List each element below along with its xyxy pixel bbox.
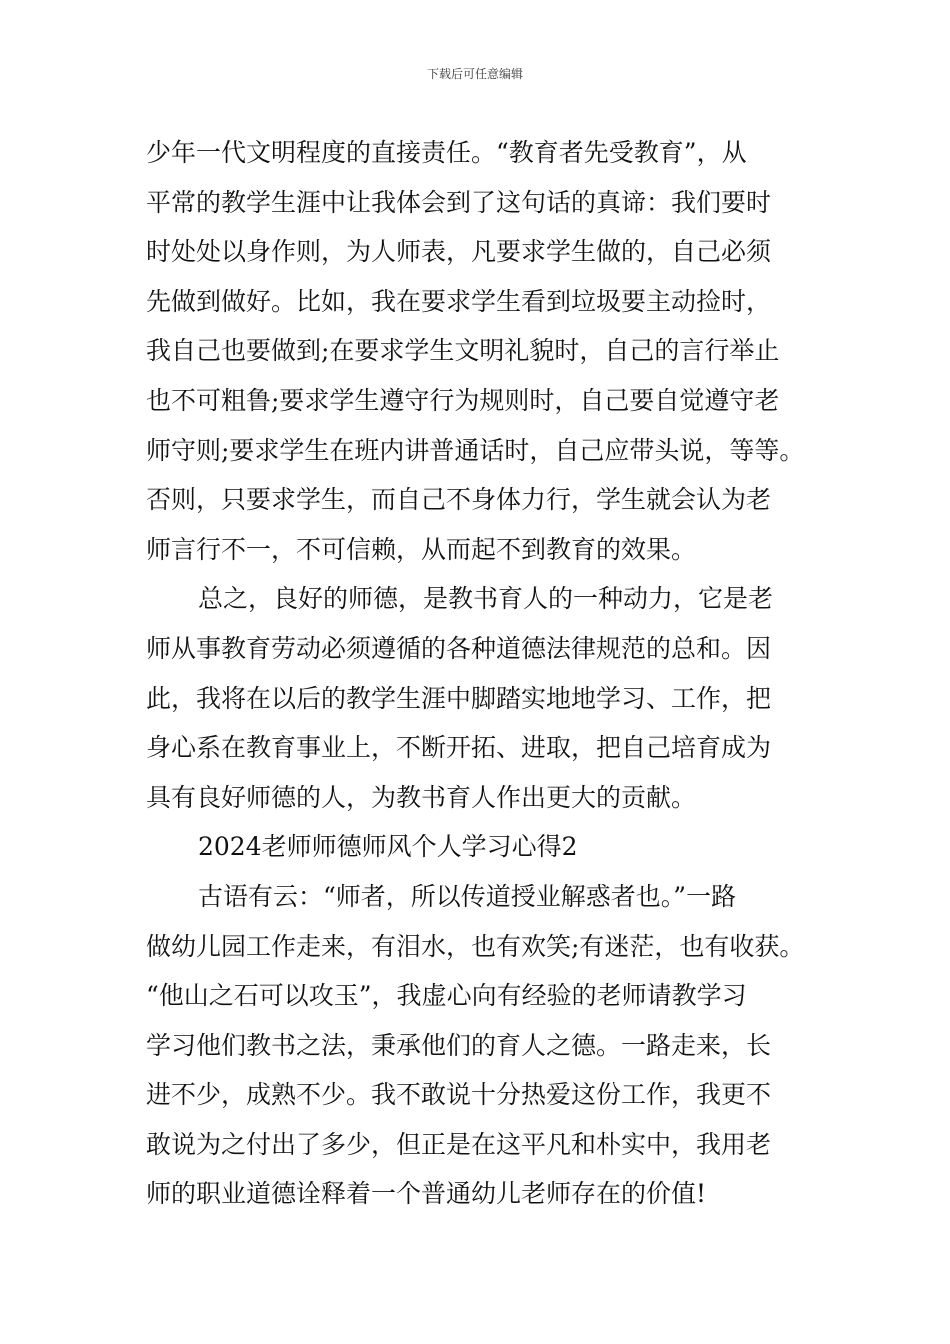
text-line: 我自己也要做到;在要求学生文明礼貌时，自己的言行举止 (146, 336, 780, 366)
text-line: “他山之石可以攻玉”，我虚心向有经验的老师请教学习 (146, 981, 747, 1011)
text-line: 进不少，成熟不少。我不敢说十分热爱这份工作，我更不 (146, 1080, 772, 1110)
text-line: 也不可粗鲁;要求学生遵守行为规则时，自己要自觉遵守老 (146, 385, 780, 415)
text-line: 师的职业道德诠释着一个普通幼儿老师存在的价值! (146, 1179, 707, 1209)
text-line: 此，我将在以后的教学生涯中脚踏实地地学习、工作，把 (146, 683, 772, 713)
text-line: 总之，良好的师德，是教书育人的一种动力，它是老 (198, 584, 774, 614)
paragraph (146, 574, 836, 822)
text-line: 师言行不一，不可信赖，从而起不到教育的效果。 (146, 534, 697, 564)
paragraph (146, 822, 836, 872)
text-line: 否则，只要求学生，而自己不身体力行，学生就会认为老 (146, 485, 772, 515)
text-line: 师从事教育劳动必须遵循的各种道德法律规范的总和。因 (146, 633, 772, 663)
text-line: 2024老师师德师风个人学习心得2 (198, 832, 578, 862)
text-line: 师守则;要求学生在班内讲普通话时，自己应带头说，等等。 (146, 435, 805, 465)
text-line: 少年一代文明程度的直接责任。“教育者先受教育”，从 (146, 138, 747, 167)
paragraph (146, 128, 836, 574)
text-line: 学习他们教书之法，秉承他们的育人之德。一路走来，长 (146, 1030, 772, 1060)
document-body (146, 128, 836, 1219)
text-line: 身心系在教育事业上，不断开拓、进取，把自己培育成为 (146, 733, 772, 763)
page-header: 下载后可任意编辑 (426, 67, 523, 81)
text-line: 具有良好师德的人，为教书育人作出更大的贡献。 (146, 782, 697, 812)
text-line: 古语有云：“师者，所以传道授业解惑者也。”一路 (198, 881, 737, 911)
text-line: 敢说为之付出了多少，但正是在这平凡和朴实中，我用老 (146, 1129, 772, 1159)
text-line: 平常的教学生涯中让我体会到了这句话的真谛：我们要时 (146, 187, 772, 217)
text-line: 先做到做好。比如，我在要求学生看到垃圾要主动捡时， (146, 286, 772, 316)
paragraph (146, 872, 836, 1219)
text-line: 时处处以身作则，为人师表，凡要求学生做的，自己必须 (146, 237, 772, 267)
text-line: 做幼儿园工作走来，有泪水，也有欢笑;有迷茫，也有收获。 (146, 931, 805, 961)
